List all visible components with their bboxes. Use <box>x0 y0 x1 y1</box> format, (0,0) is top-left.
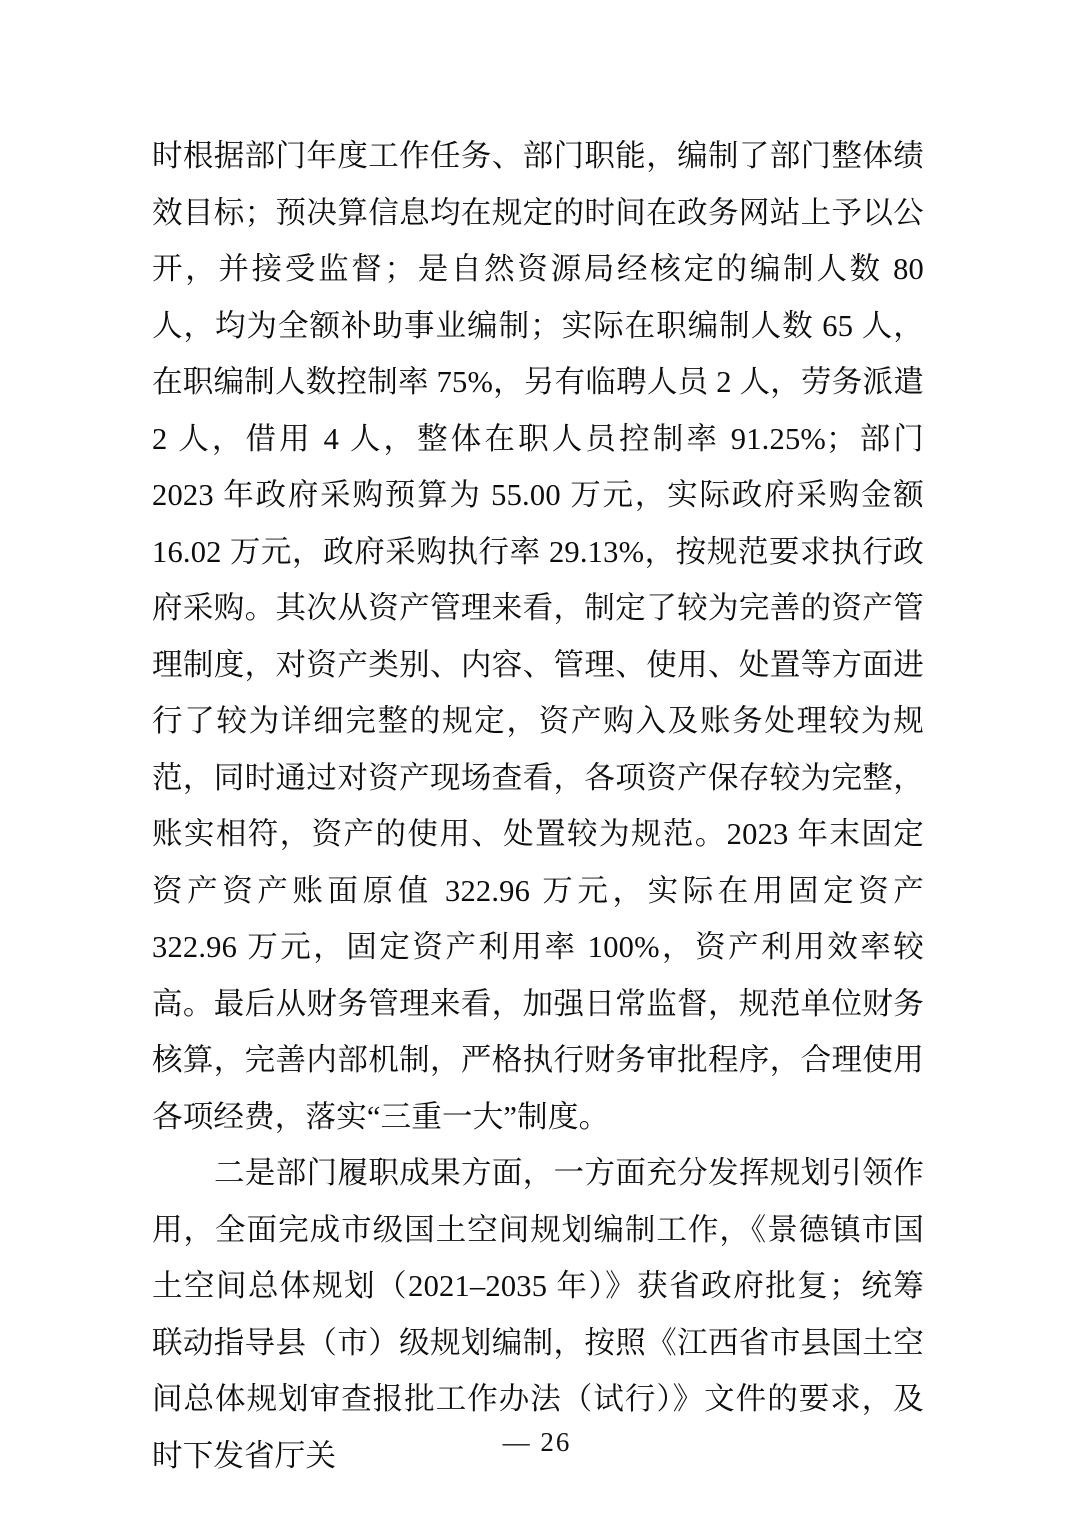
page-number: — 26 <box>502 1427 572 1457</box>
paragraph-second-item: 二是部门履职成果方面，一方面充分发挥规划引领作用，全面完成市级国土空间规划编制工作，《景德镇市国土空间总体规划（2021–2035 年）》获省政府批复；统筹联动指导县（市）级规划编制，按照《江西省市县国土空间总体规划审查报批工作办法（试行）》文件的要求，及时下发省厅关 <box>152 1156 924 1473</box>
paragraph-continued: 时根据部门年度工作任务、部门职能，编制了部门整体绩效目标；预决算信息均在规定的时间在政务网站上予以公开，并接受监督；是自然资源局经核定的编制人数 80 人，均为全额补助事业编制；实际在职编制人数 65 人，在职编制人数控制率 75%，另有临聘人员 2 人，劳务派遣 2 人，借用 4 人，整体在职人员控制率 91.25%；部门 2023 年政府采购预算为 55.00 万元，实际政府采购金额 16.02 万元，政府采购执行率 29.13%，按规范要求执行政府采购。其次从资产管理来看，制定了较为完善的资产管理制度，对资产类别、内容、管理、使用、处置等方面进行了较为详细完整的规定，资产购入及账务处理较为规范，同时通过对资产现场查看，各项资产保存较为完整，账实相符，资产的使用、处置较为规范。2023 年末固定资产资产账面原值 322.96 万元，实际在用固定资产 322.96 万元，固定资产利用率 100%，资产利用效率较高。最后从财务管理来看，加强日常监督，规范单位财务核算，完善内部机制，严格执行财务审批程序，合理使用各项经费，落实“三重一大”制度。 <box>152 139 924 1134</box>
document-body <box>152 128 924 1484</box>
